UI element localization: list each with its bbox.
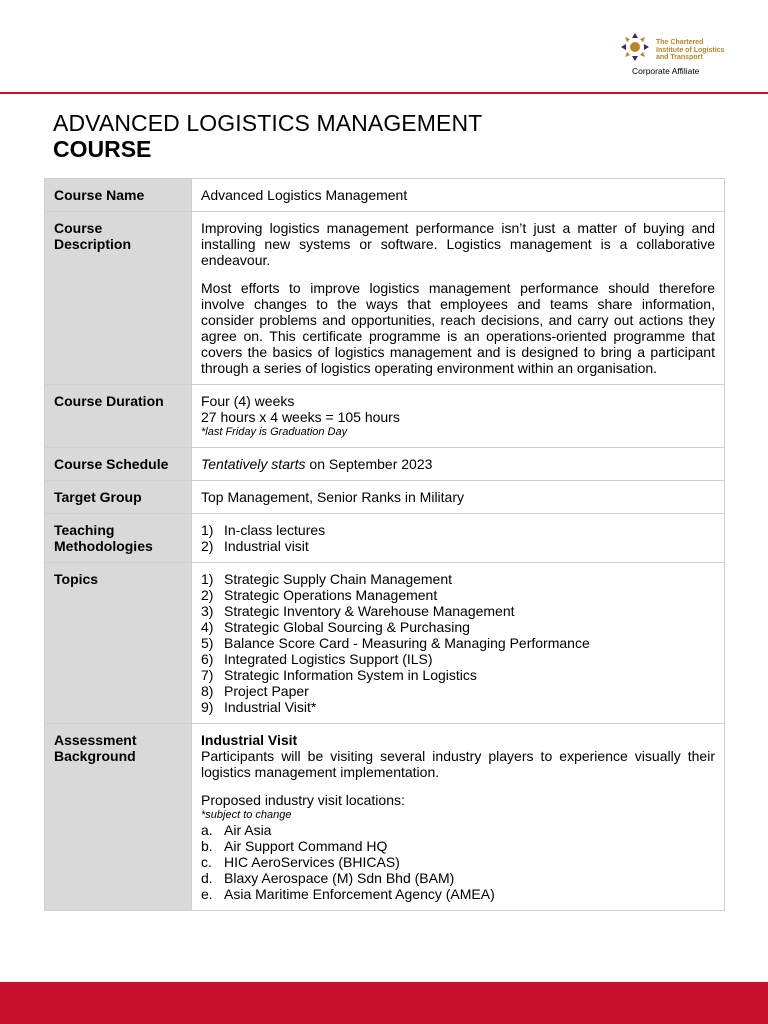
row-course-duration [45, 385, 725, 448]
cilt-logo [617, 32, 727, 78]
topics-list [201, 571, 715, 715]
row-teaching-methodologies [45, 514, 725, 563]
cilt-emblem-icon [617, 32, 653, 62]
header-divider [0, 92, 768, 94]
row-label: Assessment Background [45, 724, 192, 911]
list-item: 2) Strategic Operations Management [201, 587, 438, 603]
list-item: 2) Industrial visit [201, 538, 309, 554]
schedule-date: on September 2023 [305, 456, 433, 472]
footer-bar [0, 982, 768, 1024]
logo-caption: Corporate Affiliate [632, 66, 700, 76]
row-value: Top Management, Senior Ranks in Military [192, 481, 725, 514]
assessment-heading: Industrial Visit [201, 732, 298, 748]
row-label: Target Group [45, 481, 192, 514]
row-label: Course Schedule [45, 448, 192, 481]
list-item: b. Air Support Command HQ [201, 838, 388, 854]
row-course-description [45, 212, 725, 385]
list-item: 1) Strategic Supply Chain Management [201, 571, 453, 587]
list-item: d. Blaxy Aerospace (M) Sdn Bhd (BAM) [201, 870, 455, 886]
row-label: Course Duration [45, 385, 192, 448]
list-item: 4) Strategic Global Sourcing & Purchasing [201, 619, 470, 635]
logo-org-name: The Chartered Institute of Logistics and Transport [656, 39, 725, 61]
description-paragraph: Most efforts to improve logistics management performance should therefore involve changes to the ways that employees and teams share information, consider problems and opportunities, reach decisions, and carry out actions they agree on. This certificate programme is an operations-oriented programme that covers the basics of logistics management and is designed to bring a participant through a series of logistics operating environment within an organisation. [201, 280, 715, 376]
proposed-locations-heading: Proposed industry visit locations: [201, 792, 405, 808]
row-value [192, 212, 725, 385]
row-course-name [45, 179, 725, 212]
list-item: 7) Strategic Information System in Logistics [201, 667, 477, 683]
list-item: 1) In-class lectures [201, 522, 326, 538]
row-value [192, 563, 725, 724]
list-item: 6) Integrated Logistics Support (ILS) [201, 651, 433, 667]
teaching-list [201, 522, 715, 554]
row-topics [45, 563, 725, 724]
list-item: c. HIC AeroServices (BHICAS) [201, 854, 400, 870]
duration-weeks: Four (4) weeks [201, 393, 295, 409]
page-title [53, 110, 482, 162]
row-course-schedule [45, 448, 725, 481]
list-item: 9) Industrial Visit* [201, 699, 317, 715]
list-item: a. Air Asia [201, 822, 272, 838]
row-value [192, 724, 725, 911]
page-header [0, 0, 768, 94]
row-label: Topics [45, 563, 192, 724]
list-item: 5) Balance Score Card - Measuring & Managing Performance [201, 635, 590, 651]
row-label: Course Name [45, 179, 192, 212]
row-target-group [45, 481, 725, 514]
row-value [192, 448, 725, 481]
row-label: Teaching Methodologies [45, 514, 192, 563]
row-value [192, 514, 725, 563]
title-line-2: COURSE [53, 136, 152, 162]
course-details-table [44, 178, 725, 911]
list-item: 8) Project Paper [201, 683, 309, 699]
row-value [192, 385, 725, 448]
row-value: Advanced Logistics Management [192, 179, 725, 212]
locations-note: *subject to change [201, 809, 292, 821]
title-line-1: ADVANCED LOGISTICS MANAGEMENT [53, 110, 483, 136]
list-item: 3) Strategic Inventory & Warehouse Management [201, 603, 515, 619]
description-paragraph: Improving logistics management performance isn’t just a matter of buying and installing new systems or software. Logistics management is a collaborative endeavour. [201, 220, 715, 268]
duration-note: *last Friday is Graduation Day [201, 426, 348, 438]
list-item: e. Asia Maritime Enforcement Agency (AMEA) [201, 886, 495, 902]
assessment-paragraph: Participants will be visiting several industry players to experience visually their logistics management implementation. [201, 748, 715, 780]
schedule-tentative: Tentatively starts [201, 456, 306, 472]
duration-hours: 27 hours x 4 weeks = 105 hours [201, 409, 400, 425]
row-label: Course Description [45, 212, 192, 385]
row-assessment-background [45, 724, 725, 911]
locations-list [201, 822, 715, 902]
